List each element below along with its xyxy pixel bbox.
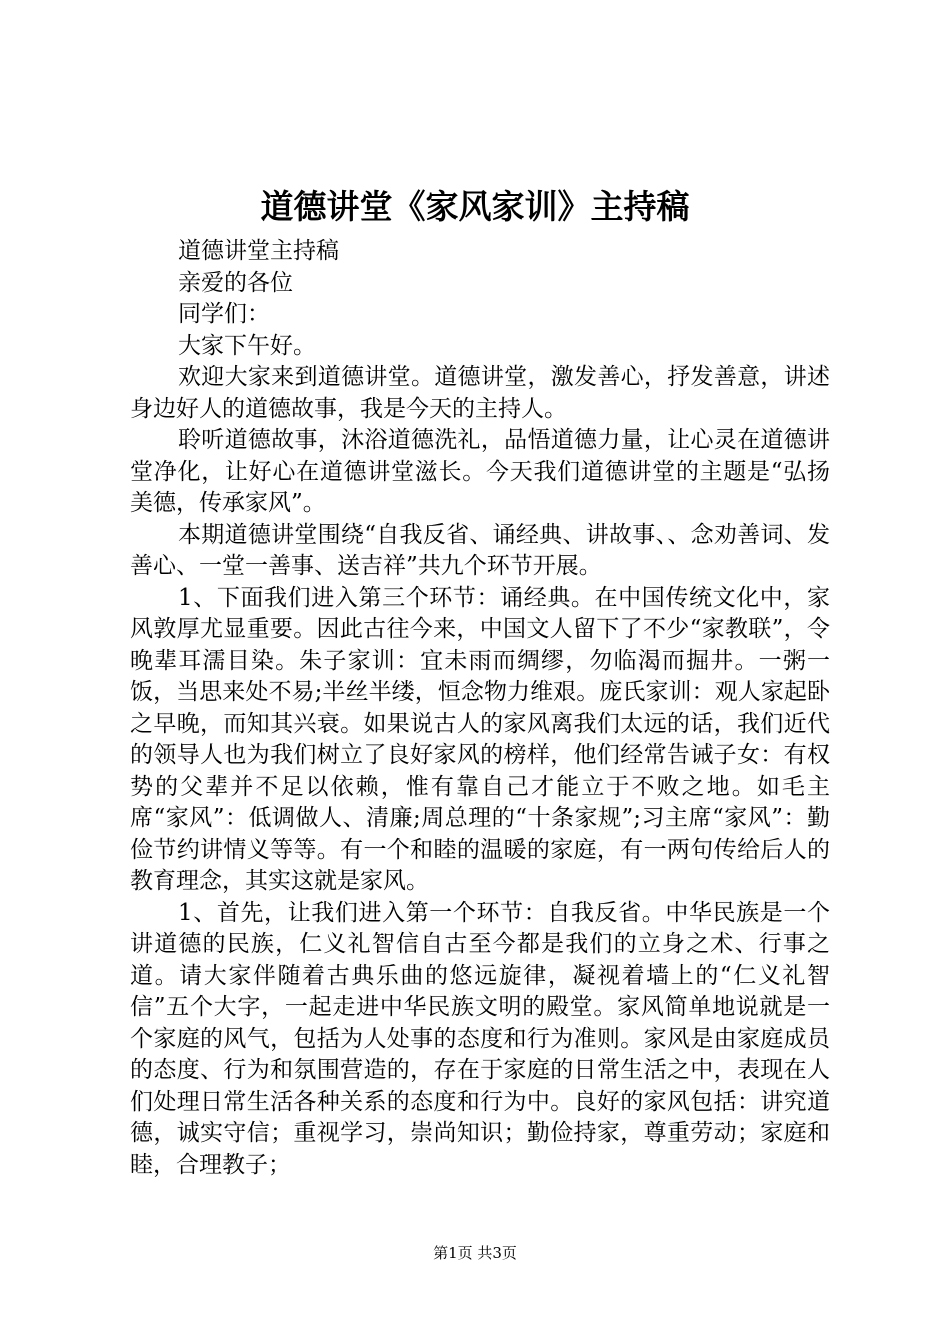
- document-body: [130, 236, 830, 1181]
- paragraph: 1、首先，让我们进入第一个环节：自我反省。中华民族是一个讲道德的民族，仁义礼智信自古至今都是我们的立身之术、行事之道。请大家伴随着古典乐曲的悠远旋律，凝视着墙上的“仁义礼智信”五个大字，一起走进中华民族文明的殿堂。家风简单地说就是一个家庭的风气，包括为人处事的态度和行为准则。家风是由家庭成员的态度、行为和氛围营造的，存在于家庭的日常生活之中，表现在人们处理日常生活各种关系的态度和行为中。良好的家风包括：讲究道德，诚实守信；重视学习，崇尚知识；勤俭持家，尊重劳动；家庭和睦，合理教子；: [130, 899, 830, 1178]
- paragraph: 欢迎大家来到道德讲堂。道德讲堂，激发善心，抒发善意，讲述身边好人的道德故事，我是今天的主持人。: [130, 364, 830, 422]
- paragraph: 同学们：: [178, 301, 270, 327]
- paragraph: 大家下午好。: [178, 332, 316, 359]
- page-number-footer: 第1页 共3页: [433, 1244, 517, 1262]
- document-title: 道德讲堂《家风家训》主持稿: [260, 187, 690, 226]
- paragraph: 亲爱的各位: [178, 269, 293, 296]
- paragraph: 本期道德讲堂围绕“自我反省、诵经典、讲故事、、念劝善词、发善心、一堂一善事、送吉祥”共九个环节开展。: [130, 521, 830, 579]
- paragraph: 1、下面我们进入第三个环节：诵经典。在中国传统文化中，家风敦厚尤显重要。因此古往今来，中国文人留下了不少“家教联”，令晚辈耳濡目染。朱子家训：宜未雨而绸缪，勿临渴而掘井。一粥一饭，当思来处不易;半丝半缕，恒念物力维艰。庞氏家训：观人家起卧之早晚，而知其兴衰。如果说古人的家风离我们太远的话，我们近代的领导人也为我们树立了良好家风的榜样，他们经常告诫子女：有权势的父辈并不足以依赖，惟有靠自己才能立于不败之地。如毛主席“家风”：低调做人、清廉;周总理的“十条家规”;习主席“家风”：勤俭节约讲情义等等。有一个和睦的温暖的家庭，有一两句传给后人的教育理念，其实这就是家风。: [130, 584, 830, 894]
- paragraph: 聆听道德故事，沐浴道德洗礼，品悟道德力量，让心灵在道德讲堂净化，让好心在道德讲堂滋长。今天我们道德讲堂的主题是“弘扬美德，传承家风”。: [130, 427, 830, 516]
- paragraph: 道德讲堂主持稿: [178, 238, 339, 264]
